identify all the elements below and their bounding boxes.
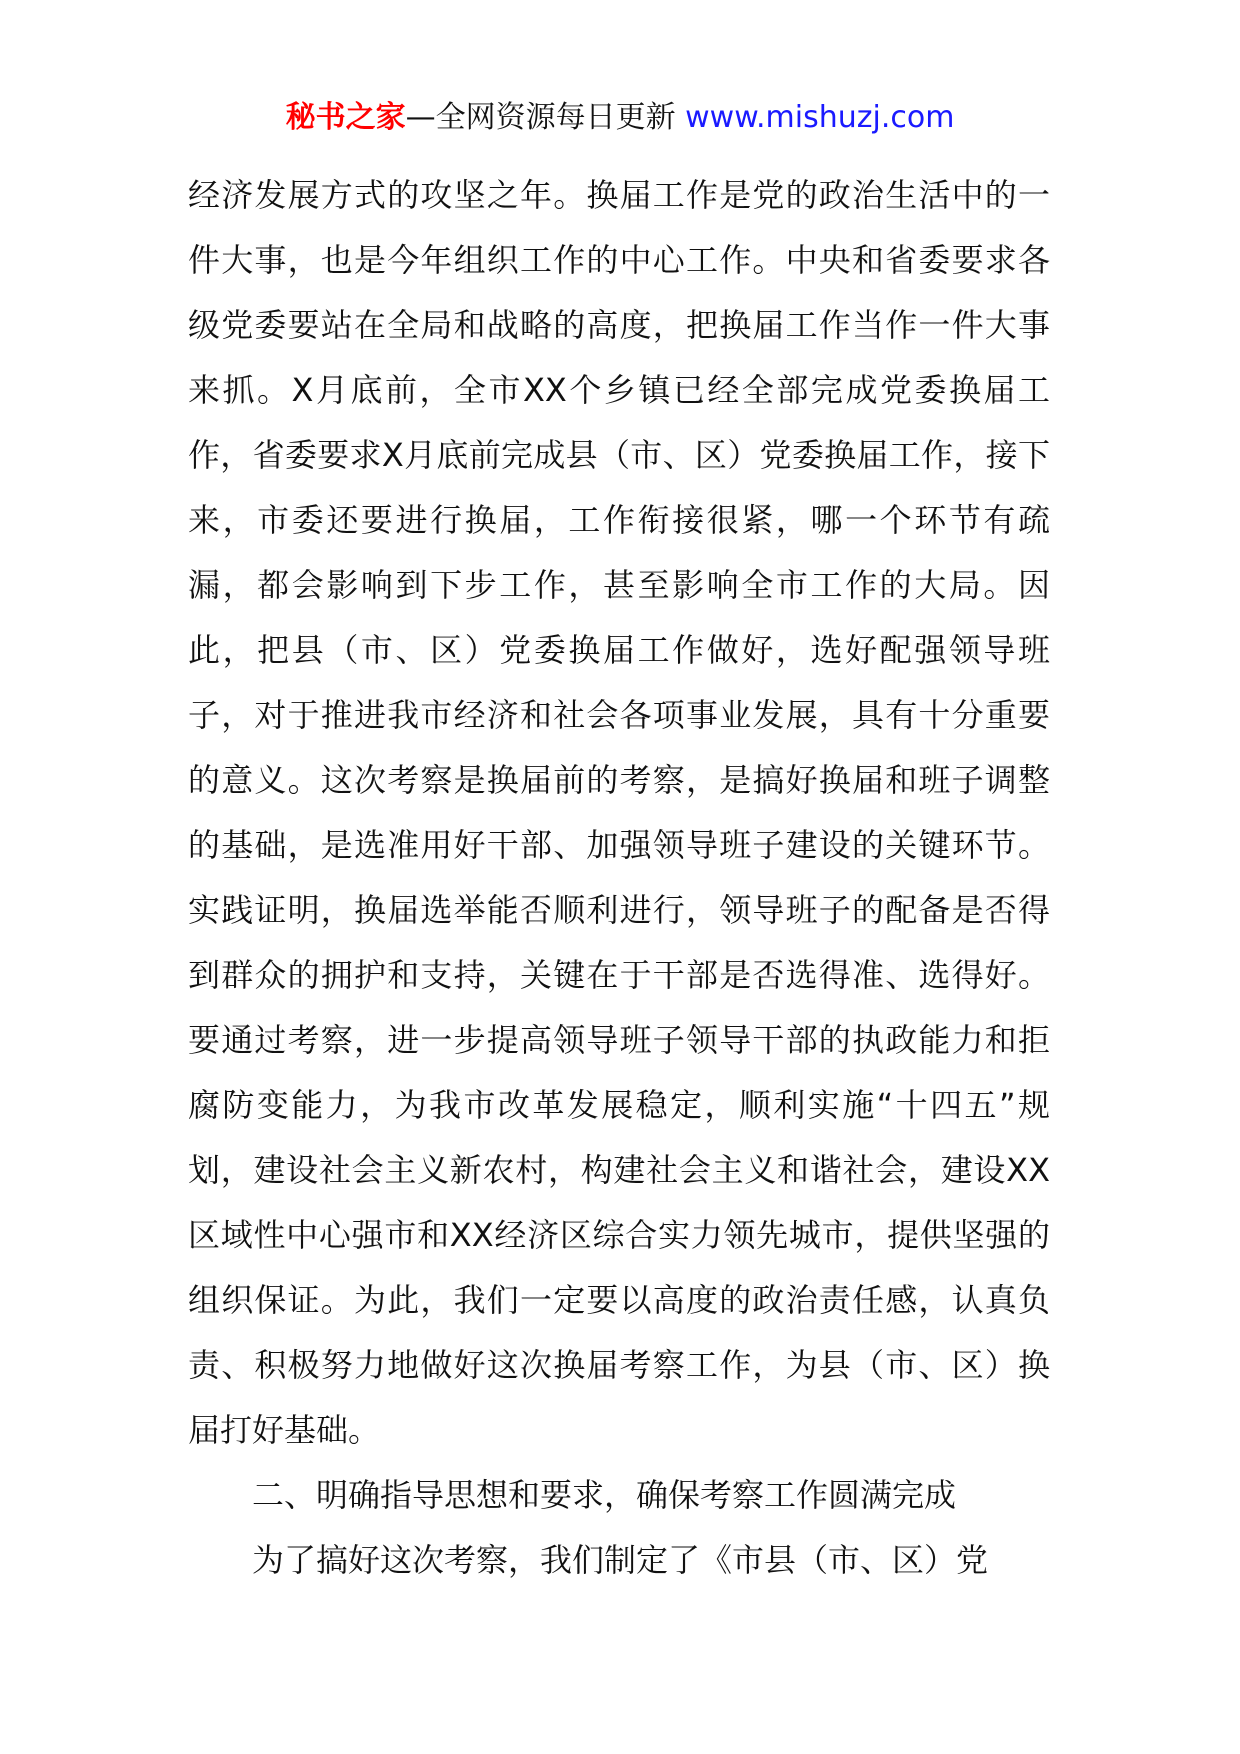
- page-header: [0, 98, 1240, 138]
- header-brand: 秘书之家: [285, 100, 406, 135]
- header-tagline: —全网资源每日更新: [405, 100, 676, 135]
- document-body: [188, 163, 1050, 1593]
- paragraph-continuation: 经济发展方式的攻坚之年。换届工作是党的政治生活中的一件大事，也是今年组织工作的中心工作。中央和省委要求各级党委要站在全局和战略的高度，把换届工作当作一件大事来抓。X月底前，全市XX个乡镇已经全部完成党委换届工作，省委要求X月底前完成县（市、区）党委换届工作，接下来，市委还要进行换届，工作衔接很紧，哪一个环节有疏漏，都会影响到下步工作，甚至影响全市工作的大局。因此，把县（市、区）党委换届工作做好，选好配强领导班子，对于推进我市经济和社会各项事业发展，具有十分重要的意义。这次考察是换届前的考察，是搞好换届和班子调整的基础，是选准用好干部、加强领导班子建设的关键环节。实践证明，换届选举能否顺利进行，领导班子的配备是否得到群众的拥护和支持，关键在于干部是否选得准、选得好。要通过考察，进一步提高领导班子领导干部的执政能力和拒腐防变能力，为我市改革发展稳定，顺利实施“十四五”规划，建设社会主义新农村，构建社会主义和谐社会，建设XX区域性中心强市和XX经济区综合实力领先城市，提供坚强的组织保证。为此，我们一定要以高度的政治责任感，认真负责、积极努力地做好这次换届考察工作，为县（市、区）换届打好基础。: [188, 176, 1050, 1449]
- section-heading: 二、明确指导思想和要求，确保考察工作圆满完成: [252, 1476, 957, 1514]
- paragraph: 为了搞好这次考察，我们制定了《市县（市、区）党: [252, 1541, 989, 1579]
- header-site-link[interactable]: www.mishuzj.com: [685, 100, 955, 135]
